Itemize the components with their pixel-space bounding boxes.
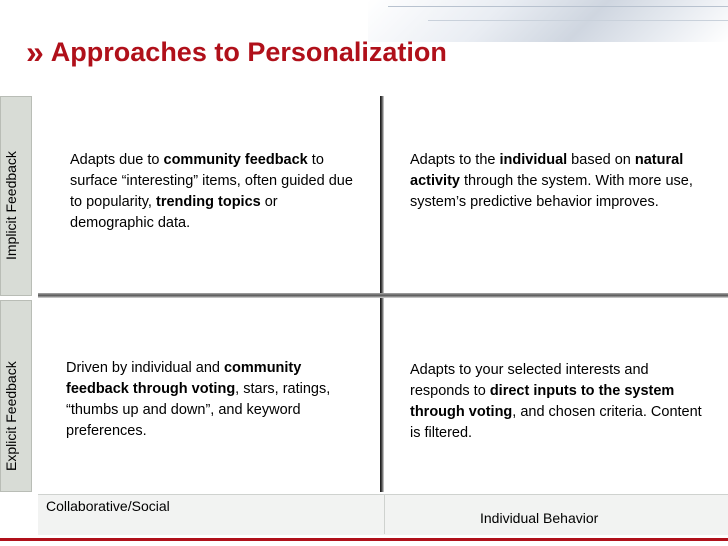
bold-segment: community feedback through voting	[66, 360, 302, 397]
bold-segment: trending topics	[155, 194, 261, 210]
header-decoration-line	[428, 20, 728, 21]
quadrant-text-bottom-left	[66, 358, 366, 442]
text-segment: through the system. With more use, system’s predictive behavior improves.	[410, 173, 693, 210]
header-decoration-line	[388, 6, 728, 7]
text-segment: or demographic data.	[70, 194, 278, 231]
bold-segment: natural activity	[410, 152, 684, 189]
bold-segment: community feedback	[163, 152, 308, 168]
text-segment: , and chosen criteria. Content is filtered.	[410, 404, 702, 441]
title-row	[26, 36, 447, 68]
explicit-feedback-panel	[0, 300, 32, 492]
text-segment: to surface “interesting” items, often guided due to popularity,	[70, 152, 353, 210]
quadrant-text-top-right	[410, 150, 710, 213]
page-title: Approaches to Personalization	[50, 36, 447, 67]
bold-segment: individual	[499, 152, 568, 168]
chevron-icon: »	[26, 34, 41, 70]
quadrant-text-bottom-right	[410, 360, 710, 444]
text-segment: Adapts to the	[410, 152, 500, 168]
quadrant-text-top-left	[70, 150, 360, 234]
bold-segment: direct inputs to the system through voting	[410, 383, 675, 420]
text-segment: Driven by individual and	[66, 360, 224, 376]
text-segment: , stars, ratings, “thumbs up and down”, and keyword preferences.	[66, 381, 331, 439]
text-segment: based on	[567, 152, 635, 168]
implicit-feedback-label: Implicit Feedback	[3, 151, 19, 260]
bottom-axis-divider	[384, 494, 385, 534]
collaborative-social-label: Collaborative/Social	[46, 498, 170, 514]
footer-accent-line	[0, 538, 728, 541]
text-segment: Adapts due to	[70, 152, 164, 168]
explicit-feedback-label: Explicit Feedback	[3, 361, 19, 471]
text-segment: Adapts to your selected interests and responds to	[410, 362, 649, 399]
implicit-feedback-panel	[0, 96, 32, 296]
individual-behavior-label: Individual Behavior	[480, 510, 599, 526]
horizontal-divider	[38, 293, 728, 298]
